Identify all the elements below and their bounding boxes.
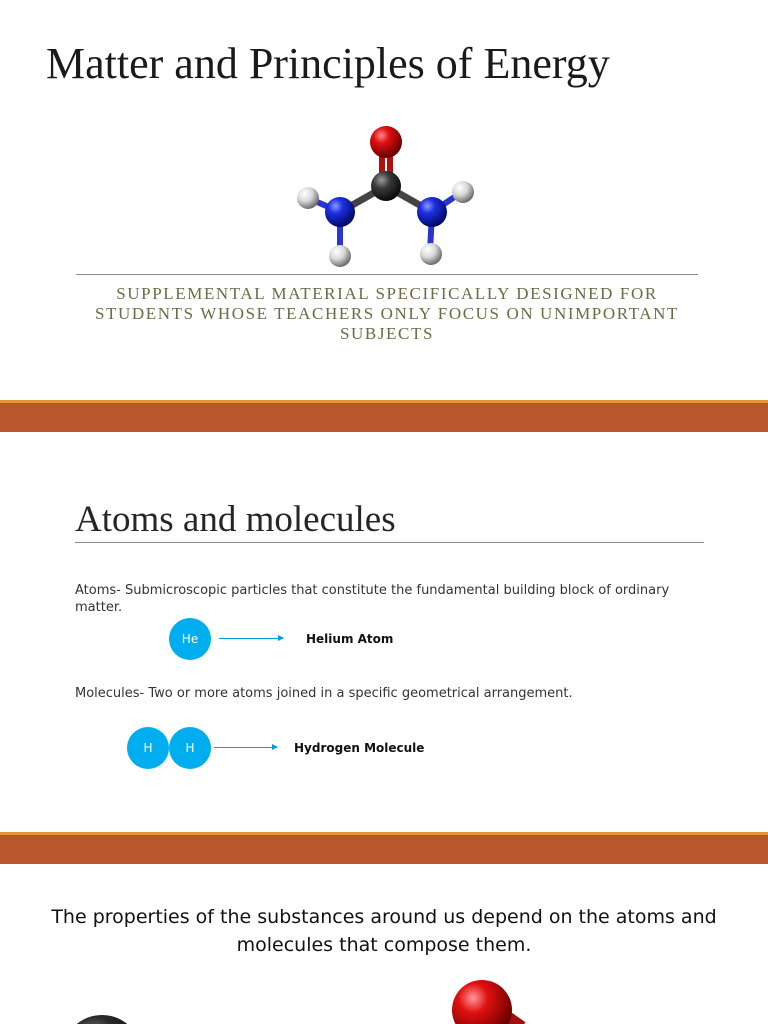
slide-subtitle: SUPPLEMENTAL MATERIAL SPECIFICALLY DESIGNED FOR STUDENTS WHOSE TEACHERS ONLY FOCUS ON UNIMPORTANT SUBJECTS — [94, 284, 680, 343]
title-divider-line — [76, 274, 698, 275]
atoms-definition: Atoms- Submicroscopic particles that constitute the fundamental building block of ordinary matter. — [75, 583, 670, 615]
helium-atom-label: Helium Atom — [306, 632, 394, 646]
slide-separator-band — [0, 832, 768, 864]
molecules-definition: Molecules- Two or more atoms joined in a specific geometrical arrangement. — [75, 686, 573, 701]
urea-molecule-image — [290, 120, 480, 270]
slide-properties — [0, 865, 768, 1024]
helium-atom-circle: He — [169, 618, 211, 660]
slide-heading: Atoms and molecules — [75, 499, 396, 540]
arrow-icon — [214, 747, 277, 748]
slide-title-heading: Matter and Principles of Energy — [46, 39, 610, 88]
slide-title — [0, 0, 768, 400]
arrow-icon — [219, 638, 283, 639]
molecule-models-image — [0, 865, 768, 1024]
hydrogen-atom-circle: H — [127, 727, 169, 769]
heading-divider-line — [75, 542, 704, 543]
slide-separator-band — [0, 400, 768, 432]
hydrogen-molecule-label: Hydrogen Molecule — [294, 741, 425, 755]
hydrogen-atom-circle: H — [169, 727, 211, 769]
slide-atoms-molecules — [0, 432, 768, 832]
properties-statement: The properties of the substances around us depend on the atoms and molecules that compose them. — [51, 906, 717, 956]
